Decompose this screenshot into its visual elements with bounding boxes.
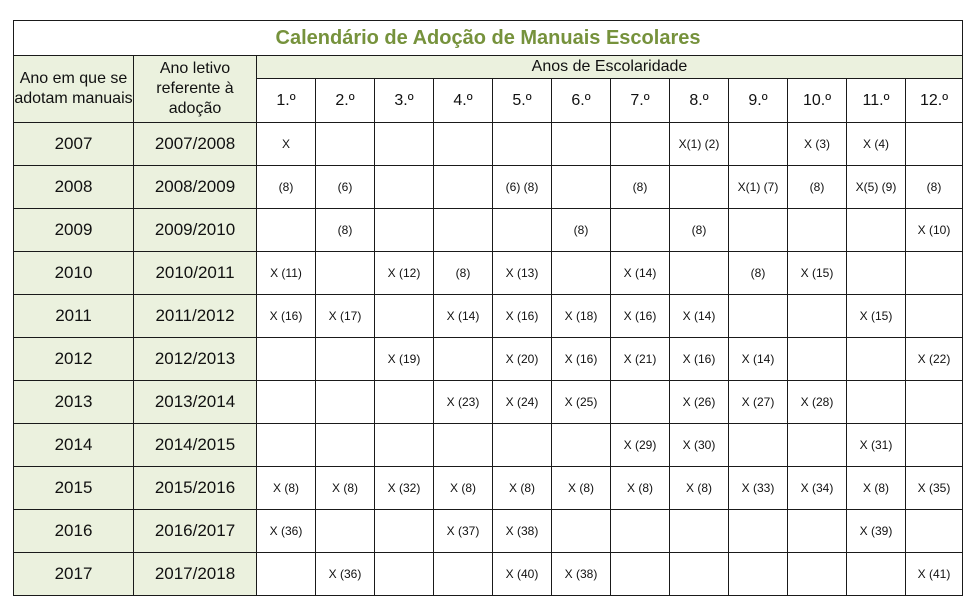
adoption-cell: X (38): [493, 510, 552, 553]
adoption-cell: X (26): [670, 381, 729, 424]
adoption-cell: X (31): [847, 424, 906, 467]
row-school-year: 2016/2017: [134, 510, 257, 553]
adoption-cell: X (4): [847, 123, 906, 166]
adoption-cell: X: [257, 123, 316, 166]
adoption-cell: [434, 424, 493, 467]
adoption-cell: X (8): [316, 467, 375, 510]
row-school-year: 2015/2016: [134, 467, 257, 510]
adoption-cell: X (8): [434, 467, 493, 510]
adoption-cell: X (18): [552, 295, 611, 338]
adoption-cell: X (33): [729, 467, 788, 510]
adoption-cell: [788, 553, 847, 596]
adoption-cell: [375, 553, 434, 596]
adoption-cell: [493, 123, 552, 166]
adoption-cell: [257, 381, 316, 424]
adoption-cell: X(1) (2): [670, 123, 729, 166]
row-school-year: 2013/2014: [134, 381, 257, 424]
adoption-cell: [552, 252, 611, 295]
adoption-cell: X (8): [847, 467, 906, 510]
row-year: 2007: [14, 123, 134, 166]
table-row: [14, 553, 963, 596]
adoption-cell: X (19): [375, 338, 434, 381]
adoption-cell: X (14): [434, 295, 493, 338]
adoption-cell: [729, 123, 788, 166]
adoption-cell: X (8): [257, 467, 316, 510]
adoption-cell: [316, 338, 375, 381]
grade-header: 5.º: [493, 79, 552, 123]
row-year: 2014: [14, 424, 134, 467]
adoption-cell: [375, 209, 434, 252]
adoption-cell: X (22): [906, 338, 963, 381]
grade-header: 4.º: [434, 79, 493, 123]
row-year: 2015: [14, 467, 134, 510]
adoption-cell: [906, 424, 963, 467]
adoption-cell: [729, 295, 788, 338]
adoption-calendar-table: [13, 20, 963, 596]
adoption-cell: (8): [670, 209, 729, 252]
grade-header: 1.º: [257, 79, 316, 123]
row-year: 2010: [14, 252, 134, 295]
adoption-cell: X (23): [434, 381, 493, 424]
adoption-cell: [552, 510, 611, 553]
adoption-cell: X (12): [375, 252, 434, 295]
adoption-cell: [847, 381, 906, 424]
grade-header: 7.º: [611, 79, 670, 123]
row-school-year: 2017/2018: [134, 553, 257, 596]
row-school-year: 2011/2012: [134, 295, 257, 338]
adoption-cell: X (35): [906, 467, 963, 510]
grade-header: 11.º: [847, 79, 906, 123]
adoption-cell: X (10): [906, 209, 963, 252]
adoption-cell: X (16): [611, 295, 670, 338]
adoption-cell: [257, 338, 316, 381]
grade-header: 8.º: [670, 79, 729, 123]
adoption-cell: [257, 209, 316, 252]
adoption-cell: [316, 123, 375, 166]
adoption-cell: X (15): [788, 252, 847, 295]
adoption-cell: [847, 553, 906, 596]
adoption-cell: X (16): [257, 295, 316, 338]
adoption-cell: X (20): [493, 338, 552, 381]
row-year: 2009: [14, 209, 134, 252]
adoption-cell: X(5) (9): [847, 166, 906, 209]
adoption-cell: [375, 424, 434, 467]
adoption-cell: X (14): [611, 252, 670, 295]
table-row: [14, 252, 963, 295]
adoption-cell: [788, 338, 847, 381]
adoption-cell: [906, 252, 963, 295]
adoption-cell: X (24): [493, 381, 552, 424]
row-year: 2017: [14, 553, 134, 596]
grade-header: 10.º: [788, 79, 847, 123]
row-year: 2013: [14, 381, 134, 424]
adoption-cell: X (38): [552, 553, 611, 596]
table-title: Calendário de Adoção de Manuais Escolares: [14, 21, 963, 56]
adoption-cell: (6) (8): [493, 166, 552, 209]
adoption-cell: [375, 123, 434, 166]
adoption-cell: X (14): [670, 295, 729, 338]
row-school-year: 2008/2009: [134, 166, 257, 209]
table-row: [14, 424, 963, 467]
adoption-cell: [434, 209, 493, 252]
row-school-year: 2009/2010: [134, 209, 257, 252]
adoption-cell: [670, 166, 729, 209]
adoption-cell: [316, 510, 375, 553]
adoption-cell: X (25): [552, 381, 611, 424]
adoption-cell: X (17): [316, 295, 375, 338]
adoption-cell: X (8): [670, 467, 729, 510]
grade-header: 9.º: [729, 79, 788, 123]
adoption-cell: [906, 295, 963, 338]
adoption-cell: X(1) (7): [729, 166, 788, 209]
adoption-cell: X (40): [493, 553, 552, 596]
adoption-cell: [729, 553, 788, 596]
adoption-cell: [906, 381, 963, 424]
adoption-cell: X (14): [729, 338, 788, 381]
adoption-cell: [906, 510, 963, 553]
adoption-cell: (8): [552, 209, 611, 252]
adoption-cell: X (11): [257, 252, 316, 295]
adoption-cell: [375, 166, 434, 209]
adoption-cell: X (36): [257, 510, 316, 553]
row-year: 2008: [14, 166, 134, 209]
adoption-cell: [434, 553, 493, 596]
adoption-cell: X (39): [847, 510, 906, 553]
adoption-cell: [670, 252, 729, 295]
adoption-cell: [729, 510, 788, 553]
adoption-cell: [611, 381, 670, 424]
row-school-year: 2012/2013: [134, 338, 257, 381]
adoption-cell: [670, 510, 729, 553]
row-year: 2016: [14, 510, 134, 553]
adoption-cell: [316, 424, 375, 467]
adoption-cell: [316, 381, 375, 424]
adoption-cell: (8): [434, 252, 493, 295]
adoption-cell: [729, 424, 788, 467]
adoption-cell: [788, 510, 847, 553]
adoption-cell: [729, 209, 788, 252]
adoption-cell: (8): [788, 166, 847, 209]
adoption-cell: [611, 123, 670, 166]
adoption-cell: [257, 424, 316, 467]
adoption-cell: [788, 424, 847, 467]
adoption-cell: [493, 424, 552, 467]
adoption-cell: [257, 553, 316, 596]
adoption-cell: X (3): [788, 123, 847, 166]
adoption-cell: [906, 123, 963, 166]
table-row: [14, 338, 963, 381]
grade-header: 6.º: [552, 79, 611, 123]
table-row: [14, 123, 963, 166]
adoption-cell: [611, 510, 670, 553]
adoption-cell: [493, 209, 552, 252]
adoption-cell: X (8): [611, 467, 670, 510]
adoption-cell: [788, 209, 847, 252]
adoption-cell: X (41): [906, 553, 963, 596]
adoption-cell: X (37): [434, 510, 493, 553]
adoption-cell: [434, 123, 493, 166]
adoption-cell: X (30): [670, 424, 729, 467]
adoption-cell: X (36): [316, 553, 375, 596]
adoption-cell: [434, 338, 493, 381]
adoption-cell: (6): [316, 166, 375, 209]
adoption-cell: X (34): [788, 467, 847, 510]
adoption-cell: [847, 209, 906, 252]
adoption-cell: (8): [906, 166, 963, 209]
grade-header: 12.º: [906, 79, 963, 123]
adoption-cell: X (16): [552, 338, 611, 381]
adoption-cell: X (8): [493, 467, 552, 510]
adoption-cell: [611, 209, 670, 252]
header-school-year: Ano letivo referente à adoção: [134, 56, 257, 123]
adoption-cell: [316, 252, 375, 295]
table-row: [14, 381, 963, 424]
adoption-cell: X (15): [847, 295, 906, 338]
adoption-cell: [847, 338, 906, 381]
row-year: 2011: [14, 295, 134, 338]
adoption-cell: X (32): [375, 467, 434, 510]
row-school-year: 2010/2011: [134, 252, 257, 295]
adoption-cell: [552, 424, 611, 467]
header-year-adopt: Ano em que se adotam manuais: [14, 56, 134, 123]
adoption-cell: X (8): [552, 467, 611, 510]
table-row: [14, 209, 963, 252]
adoption-cell: [552, 166, 611, 209]
adoption-cell: [847, 252, 906, 295]
adoption-cell: X (13): [493, 252, 552, 295]
adoption-cell: X (28): [788, 381, 847, 424]
adoption-cell: [375, 381, 434, 424]
row-school-year: 2007/2008: [134, 123, 257, 166]
table-row: [14, 166, 963, 209]
adoption-cell: [434, 166, 493, 209]
adoption-cell: (8): [316, 209, 375, 252]
adoption-cell: [670, 553, 729, 596]
grade-header: 3.º: [375, 79, 434, 123]
adoption-cell: X (16): [493, 295, 552, 338]
adoption-cell: [788, 295, 847, 338]
adoption-cell: [552, 123, 611, 166]
adoption-cell: X (29): [611, 424, 670, 467]
adoption-cell: X (27): [729, 381, 788, 424]
adoption-cell: [375, 295, 434, 338]
adoption-cell: [375, 510, 434, 553]
row-year: 2012: [14, 338, 134, 381]
adoption-cell: (8): [257, 166, 316, 209]
header-grades-group: Anos de Escolaridade: [257, 56, 963, 79]
adoption-cell: (8): [729, 252, 788, 295]
table-row: [14, 510, 963, 553]
table-row: [14, 467, 963, 510]
adoption-cell: X (21): [611, 338, 670, 381]
adoption-cell: (8): [611, 166, 670, 209]
adoption-cell: X (16): [670, 338, 729, 381]
adoption-cell: [611, 553, 670, 596]
table-row: [14, 295, 963, 338]
grade-header: 2.º: [316, 79, 375, 123]
row-school-year: 2014/2015: [134, 424, 257, 467]
